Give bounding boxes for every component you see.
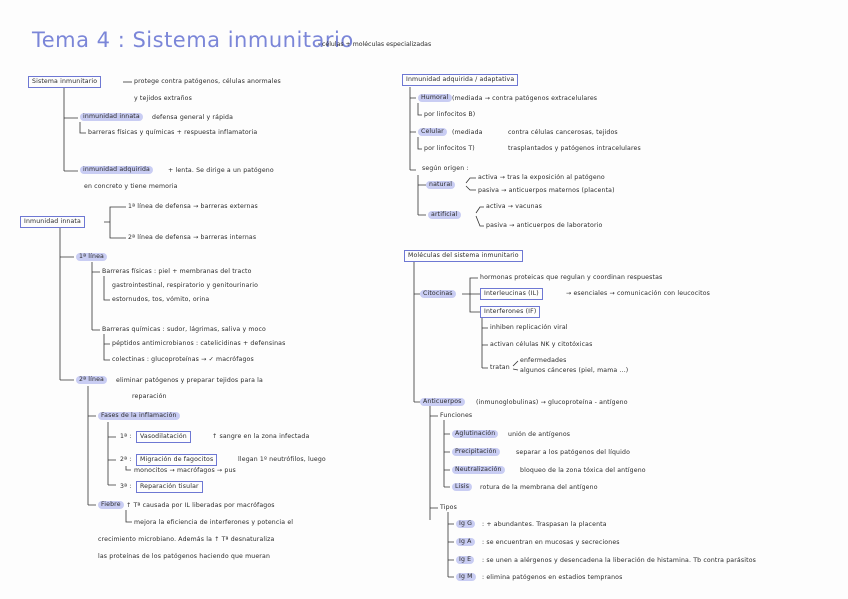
- aglutinacion-description: unión de antígenos: [508, 431, 571, 438]
- adquirida-description: + lenta. Se dirige a un patógeno: [168, 167, 274, 174]
- celular-target-b: trasplantados y patógenos intracelulares: [508, 145, 641, 152]
- fase2-number: 2ª :: [120, 456, 132, 463]
- fase2-description: llegan 1º neutrófilos, luego: [238, 456, 326, 463]
- natural-pasiva: pasiva → anticuerpos maternos (placenta): [478, 187, 615, 194]
- citocinas-highlight: Citocinas: [420, 290, 456, 298]
- celular-highlight: Celular: [418, 128, 447, 136]
- neutralizacion-description: bloqueo de la zona tóxica del antígeno: [520, 467, 646, 474]
- celular-description: (mediada: [452, 129, 483, 136]
- igm-description: : elimina patógenos en estadios tempranos: [482, 574, 623, 581]
- neutralizacion-highlight: Neutralización: [452, 466, 505, 474]
- artificial-highlight: artificial: [428, 211, 461, 219]
- funciones-label: Funciones: [440, 412, 473, 419]
- barreras-quimicas-2: péptidos antimicrobianos : catelicidinas + defensinas: [112, 340, 286, 347]
- celular-target-a: contra células cancerosas, tejidos: [508, 129, 618, 136]
- precipitacion-description: separar a los patógenos del líquido: [516, 449, 631, 456]
- inmunidad-adquirida-box: Inmunidad adquirida / adaptativa: [402, 74, 518, 86]
- fase1-description: ↑ sangre en la zona infectada: [212, 433, 310, 440]
- barreras-fisicas-3: estornudos, tos, vómito, orina: [112, 296, 210, 303]
- humoral-description: (mediada → contra patógenos extracelulares: [452, 95, 598, 102]
- moleculas-box: Moléculas del sistema inmunitario: [404, 250, 523, 262]
- sistema-inmunitario-box: Sistema inmunitario: [28, 76, 101, 88]
- humoral-highlight: Humoral: [418, 94, 452, 102]
- fiebre-description-4: las proteínas de los patógenos haciendo que mueran: [98, 553, 271, 560]
- fiebre-highlight: Fiebre: [98, 501, 124, 509]
- fiebre-description: ↑ Tª causada por IL liberadas por macrófagos: [126, 502, 275, 509]
- si-description-2: y tejidos extraños: [134, 95, 192, 102]
- barreras-quimicas: Barreras químicas : sudor, lágrimas, saliva y moco: [102, 326, 266, 333]
- interferones-1: inhiben replicación viral: [490, 324, 568, 331]
- anticuerpos-description: (inmunoglobulinas) → glucoproteína - antígeno: [476, 399, 628, 406]
- barreras-fisicas: Barreras físicas : piel + membranas del tracto: [102, 268, 252, 275]
- interferones-2: activan células NK y citotóxicas: [490, 341, 593, 348]
- adquirida-description-2: en concreto y tiene memoria: [84, 183, 178, 190]
- artificial-activa: activa → vacunas: [486, 203, 543, 210]
- interferones-3a: enfermedades: [520, 357, 567, 364]
- humoral-description-2: por linfocitos B): [424, 111, 476, 118]
- barreras-text: barreras físicas y químicas + respuesta inflamatoria: [88, 129, 258, 136]
- si-description: protege contra patógenos, células anormales: [134, 78, 281, 85]
- natural-highlight: natural: [426, 181, 455, 189]
- title-subtitle: células + moléculas especializadas: [322, 41, 432, 48]
- iga-description: : se encuentran en mucosas y secreciones: [482, 539, 620, 546]
- igg-highlight: Ig G: [456, 520, 475, 528]
- celular-description-2: por linfocitos T): [424, 145, 475, 152]
- fase2-description-2: monocitos → macrófagos → pus: [134, 467, 236, 474]
- interferones-3b: algunos cánceres (piel, mama ...): [520, 367, 629, 374]
- interferones-box: Interferones (IF): [480, 306, 540, 318]
- igg-description: : + abundantes. Traspasan la placenta: [482, 521, 607, 528]
- interleucinas-description: → esenciales → comunicación con leucocitos: [566, 290, 711, 297]
- aglutinacion-highlight: Aglutinación: [452, 430, 498, 438]
- precipitacion-highlight: Precipitación: [452, 448, 500, 456]
- segunda-linea-highlight: 2ª línea: [76, 376, 107, 384]
- segunda-linea-description: eliminar patógenos y preparar tejidos para la: [116, 377, 263, 384]
- segunda-linea-description-2: reparación: [132, 393, 167, 400]
- fiebre-description-2: mejora la eficiencia de interferones y potencia el: [134, 519, 294, 526]
- tipos-label: Tipos: [440, 504, 457, 511]
- inmunidad-innata-box: Inmunidad innata: [20, 216, 85, 228]
- barreras-fisicas-2: gastrointestinal, respiratorio y genitourinario: [112, 282, 259, 289]
- fase1-number: 1ª :: [120, 433, 132, 440]
- igm-highlight: Ig M: [456, 573, 476, 581]
- ige-highlight: Ig E: [456, 556, 474, 564]
- citocinas-description: hormonas proteicas que regulan y coordinan respuestas: [480, 274, 663, 281]
- primera-linea-highlight: 1ª línea: [76, 253, 107, 261]
- segun-origen: según origen :: [422, 165, 469, 172]
- artificial-pasiva: pasiva → anticuerpos de laboratorio: [486, 222, 603, 229]
- natural-activa: activa → tras la exposición al patógeno: [478, 174, 605, 181]
- interferones-3: tratan: [490, 364, 510, 371]
- innata-highlight: inmunidad innata: [80, 113, 143, 121]
- anticuerpos-highlight: Anticuerpos: [420, 398, 465, 406]
- fiebre-description-3: crecimiento microbiano. Además la ↑ Tª desnaturaliza: [98, 536, 275, 543]
- iga-highlight: Ig A: [456, 538, 475, 546]
- lisis-highlight: Lisis: [452, 483, 472, 491]
- interleucinas-box: Interleucinas (IL): [480, 288, 543, 300]
- ige-description: : se unen a alérgenos y desencadena la liberación de histamina. Tb contra parásitos: [482, 557, 757, 564]
- fases-highlight: Fases de la inflamación: [98, 412, 180, 420]
- page-title: Tema 4 : Sistema inmunitario: [32, 28, 354, 52]
- innata-description: defensa general y rápida: [152, 114, 234, 121]
- lisis-description: rotura de la membrana del antígeno: [480, 484, 598, 491]
- linea2-text: 2ª línea de defensa → barreras internas: [128, 234, 257, 241]
- adquirida-highlight: inmunidad adquirida: [80, 166, 153, 174]
- fase2-box: Migración de fagocitos: [136, 454, 217, 466]
- fase3-number: 3ª :: [120, 483, 132, 490]
- barreras-quimicas-3: colectinas : glucoproteínas → ✓ macrófagos: [112, 356, 254, 363]
- fase1-box: Vasodilatación: [136, 431, 191, 443]
- linea1-text: 1ª línea de defensa → barreras externas: [128, 203, 258, 210]
- fase3-box: Reparación tisular: [136, 481, 203, 493]
